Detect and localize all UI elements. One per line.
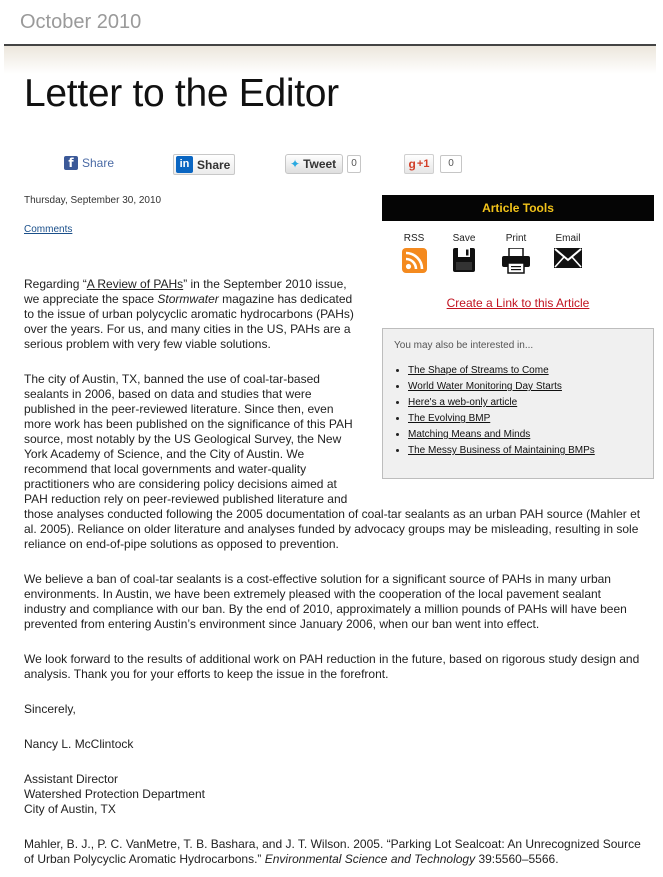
letter-paragraph-3: We believe a ban of coal-tar sealants is a cost-effective solution for a significant source of PAHs in many urban environments. In Austin, we have been extremely pleased with the cooperation of the local pavement sealant industry and compliance with our ban. By the end of 2010, approximately a million pounds of PAHs will have been prevented from entering Austin’s environment since January 2006, when our ban went into effect. (24, 572, 627, 631)
related-article-link[interactable]: The Evolving BMP (408, 413, 491, 424)
reference-journal: Environmental Science and Technology (264, 852, 476, 866)
author-organization: City of Austin, TX (24, 802, 116, 816)
create-link-to-article[interactable]: Create a Link to this Article (446, 296, 590, 310)
letter-paragraph-2-part-2: those analyses conducted following the 2005 documentation of coal-tar sealants as an urban PAH source (Mahler et al. 2005). Reliance on older literature and analyses funded by advocacy groups may be misleading, resulting in sole reliance on end-of-pipe solutions as opposed to prevention. (24, 507, 641, 551)
article-tools-header: Article Tools (382, 195, 654, 221)
related-article-item (408, 395, 595, 411)
related-article-link[interactable]: Here's a web-only article (408, 397, 518, 408)
author-title: Assistant Director (24, 772, 119, 786)
related-articles-list (408, 363, 595, 459)
related-article-item (408, 379, 595, 395)
reference-citation (24, 837, 644, 867)
google-plus-button[interactable] (404, 154, 434, 174)
twitter-share (285, 154, 361, 174)
related-articles-title: You may also be interested in... (394, 340, 534, 351)
p1-text-mid: ” in the September 2010 issue, we appreciate the space (24, 277, 347, 306)
save-label: Save (452, 233, 476, 244)
p1-text-start: Regarding “ (24, 277, 87, 291)
related-article-link[interactable]: Matching Means and Minds (408, 429, 531, 440)
article-tools-panel (382, 195, 654, 315)
google-plus-share (404, 154, 462, 174)
google-plus-count: 0 (440, 155, 462, 173)
letter-paragraph-4: We look forward to the results of additional work on PAH reduction in the future, based on rigorous study design and analysis. Thank you for your efforts to keep the issue in the forefront. (24, 652, 640, 681)
email-label: Email (555, 233, 581, 244)
google-plus-label: +1 (416, 158, 430, 170)
linkedin-share-button[interactable] (173, 154, 235, 175)
author-department: Watershed Protection Department (24, 787, 205, 801)
header-fade (4, 46, 656, 74)
related-article-item (408, 411, 595, 427)
linkedin-share-label: Share (197, 157, 231, 172)
stormwater-title: Stormwater (157, 292, 219, 306)
page-title: Letter to the Editor (24, 72, 339, 115)
related-article-item (408, 427, 595, 443)
issue-bar (0, 0, 663, 46)
rss-tool[interactable] (394, 233, 434, 273)
linkedin-icon: in (176, 156, 193, 173)
facebook-icon: f (64, 156, 78, 170)
comments-link[interactable]: Comments (24, 224, 73, 235)
facebook-share-label: Share (82, 156, 115, 170)
p1-text-end: magazine has dedicated to the issue of urban polycyclic aromatic hydrocarbons (PAHs) over the years. For us, and many cities in the US, PAHs are a serious problem with very few viable solutions. (24, 292, 354, 351)
article-date: Thursday, September 30, 2010 (24, 195, 162, 206)
related-article-item (408, 363, 595, 379)
email-tool[interactable] (548, 233, 588, 268)
rss-label: RSS (403, 233, 425, 244)
letter-paragraph-2-part-1: The city of Austin, TX, banned the use of coal-tar-based sealants in 2006, based on data and studies that were published in the peer-reviewed literature. Since then, even more work has been published on the significance of this PAH source, most notably by the US Geological Survey, the New York Academy of Science, and the City of Austin. We recommend that local governments and water-quality practitioners who are considering policy decisions aimed at PAH reduction rely on peer-reviewed published literature and (24, 372, 353, 506)
share-bar (0, 152, 663, 176)
email-icon (554, 248, 582, 268)
related-article-link[interactable]: The Messy Business of Maintaining BMPs (408, 445, 595, 456)
google-plus-icon: g (408, 157, 416, 171)
reference-text: Mahler, B. J., P. C. VanMetre, T. B. Bashara, and J. T. Wilson. 2005. “Parking Lot Sealcoat: An Unrecognized Source of Urban Polycyclic Aromatic Hydrocarbons.” (24, 837, 641, 866)
related-article-link[interactable]: World Water Monitoring Day Starts (408, 381, 562, 392)
issue-date: October 2010 (20, 11, 142, 33)
related-article-link[interactable]: The Shape of Streams to Come (408, 365, 549, 376)
related-articles-panel (382, 328, 654, 479)
letter-closing: Sincerely, (24, 702, 76, 716)
save-icon (453, 248, 475, 272)
related-article-item (408, 443, 595, 459)
tweet-button[interactable] (285, 154, 343, 174)
reference-pages: 39:5560–5566. (475, 852, 559, 866)
review-of-pahs-link[interactable]: A Review of PAHs (86, 277, 184, 291)
tweet-count: 0 (347, 155, 361, 173)
author-name: Nancy L. McClintock (24, 737, 134, 751)
print-icon (502, 248, 530, 274)
facebook-share-button[interactable] (64, 156, 114, 170)
rss-icon (402, 248, 427, 273)
print-label: Print (505, 233, 527, 244)
print-tool[interactable] (496, 233, 536, 274)
letter-paragraph-1 (24, 277, 360, 352)
twitter-icon: ✦ (290, 157, 301, 171)
tweet-label: Tweet (303, 157, 337, 171)
save-tool[interactable] (444, 233, 484, 272)
